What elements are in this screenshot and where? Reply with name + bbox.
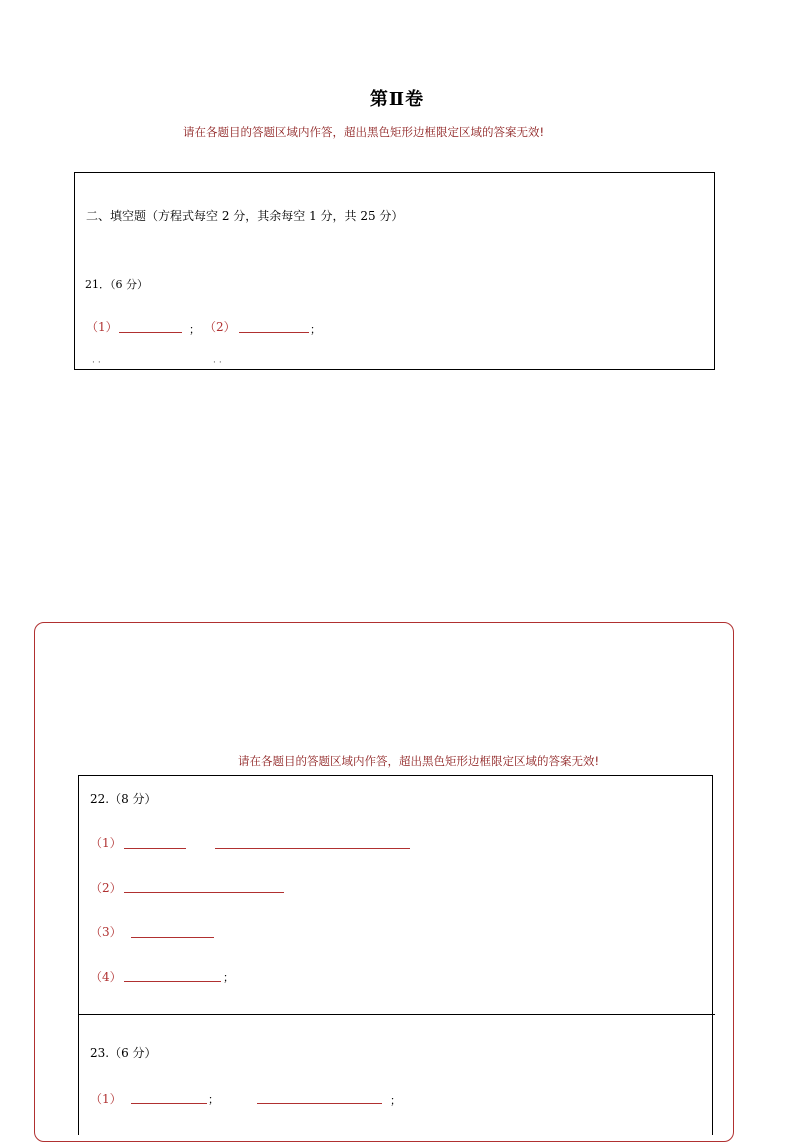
q23-blank-2[interactable] [257, 1103, 382, 1104]
answer-box-section2 [78, 775, 713, 1135]
q21-separator-2: ； [310, 323, 321, 336]
q22-blank-1a[interactable] [124, 848, 186, 849]
q22-blank-3[interactable] [131, 937, 214, 938]
q22-blank-2[interactable] [124, 892, 284, 893]
q22-label-1: （1） [90, 836, 122, 850]
q21-label-2: （2） [204, 320, 236, 334]
question-22-number: 22.（8 分） [90, 792, 157, 806]
answer-area-notice-2: 请在各题目的答题区域内作答，超出黑色矩形边框限定区域的答案无效! [238, 754, 600, 768]
q22-blank-4[interactable] [124, 981, 221, 982]
q21-blank-2[interactable] [239, 332, 309, 333]
q22-blank-1b[interactable] [215, 848, 410, 849]
q23-label-1: （1） [90, 1092, 122, 1106]
q22-label-3: （3） [90, 925, 122, 939]
q23-blank-1[interactable] [131, 1103, 207, 1104]
section-header: 二、填空题（方程式每空 2 分，其余每空 1 分，共 25 分） [86, 209, 404, 223]
q22-label-2: （2） [90, 881, 122, 895]
q21-separator-1: ； [189, 323, 200, 336]
q22-label-4: （4） [90, 970, 122, 984]
cut-off-marks: ·· [92, 358, 104, 368]
q23-separator-2: ； [390, 1094, 401, 1107]
page-title: 第Ⅱ卷 [369, 89, 425, 110]
q23-separator-1: ； [208, 1093, 219, 1106]
answer-box-section1 [74, 172, 715, 370]
q21-blank-1[interactable] [119, 332, 182, 333]
q21-label-1: （1） [86, 320, 118, 334]
answer-area-notice: 请在各题目的答题区域内作答，超出黑色矩形边框限定区域的答案无效! [183, 125, 545, 139]
question-21-number: 21．（6 分） [85, 278, 148, 291]
question-23-number: 23.（6 分） [90, 1046, 157, 1060]
question-divider [78, 1014, 715, 1015]
q22-separator-4: ； [223, 971, 234, 984]
cut-off-marks: ·· [213, 358, 225, 368]
